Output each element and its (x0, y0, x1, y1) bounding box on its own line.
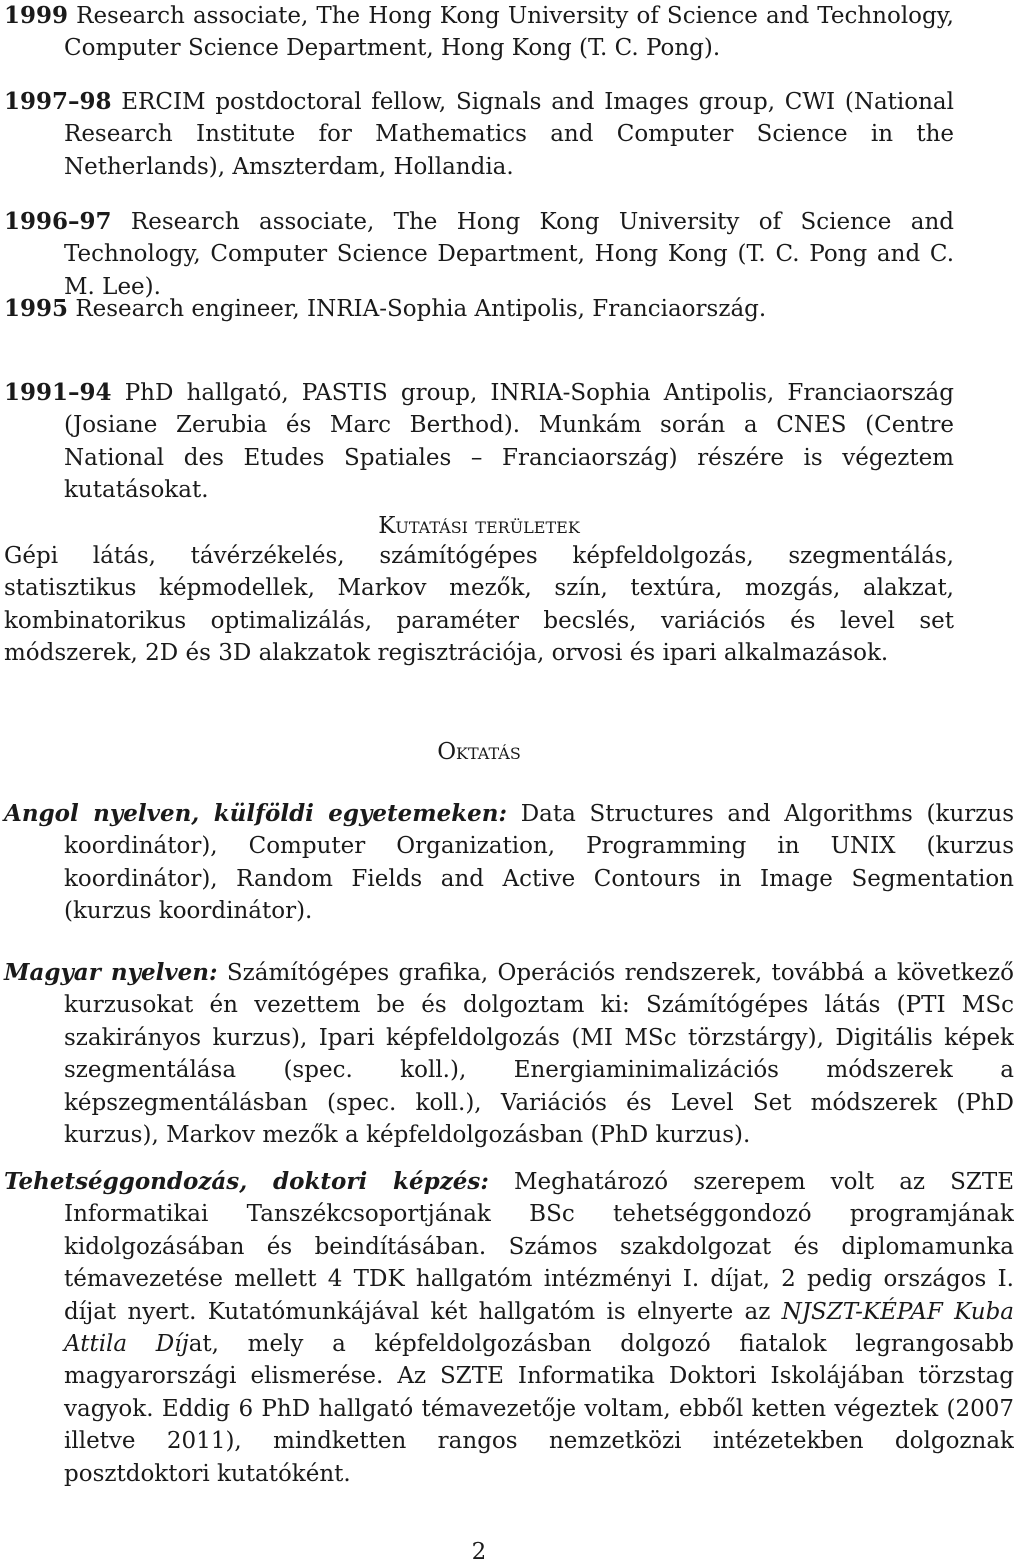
entry-year: 1996–97 (4, 208, 112, 235)
teaching-english-text: Data Structures and Algorithms (kurzus koordinátor), Computer Organization, Programming in UNIX (kurzus koordinátor), Random Fields and Active Contours in Image Segmentation (kurzus koordinátor). (64, 801, 1014, 925)
cv-entry (4, 293, 766, 325)
teaching-talent-text-2: at, mely a képfeldolgozásban dolgozó fiatalok legrangosabb magyarországi elismerése. Az SZTE Informatika Doktori Iskolájában törzstag vagyok. Eddig 6 PhD hallgató témavezetője voltam, ebből ketten végeztek (2007 illetve 2011), mindketten rangos nemzetközi intézetekben dolgoznak posztdoktori kutatóként. (64, 1331, 1014, 1487)
entry-text: Research associate, The Hong Kong University of Science and Technology, Computer Science Department, Hong Kong (T. C. Pong and C. M. Lee). (64, 209, 954, 300)
award-name: NJSZT-KÉPAF Kuba Attila Díj (64, 1298, 1014, 1358)
research-paragraph: Gépi látás, távérzékelés, számítógépes képfeldolgozás, szegmentálás, statisztikus képmodellek, Markov mezők, szín, textúra, mozgás, alakzat, kombinatorikus optimalizálás, paraméter becslés, variációs és level set módszerek, 2D és 3D alakzatok regisztrációja, orvosi és ipari alkalmazások. (4, 543, 954, 667)
cv-entry (4, 86, 954, 183)
teaching-english (4, 798, 1014, 928)
teaching-talent-label: Tehetséggondozás, doktori képzés: (4, 1168, 489, 1195)
teaching-hungarian-label: Magyar nyelven: (4, 959, 218, 986)
entry-year: 1991–94 (4, 379, 112, 406)
cv-entry (4, 206, 954, 303)
teaching-hungarian-text: Számítógépes grafika, Operációs rendszerek, továbbá a következő kurzusokat én vezettem be és dolgoztam ki: Számítógépes látás (PTI MSc szakirányos kurzus), Ipari képfeldolgozás (MI MSc törzstárgy), Digitális képek szegmentálása (spec. koll.), Energiaminimalizációs módszerek a képszegmentálásban (spec. koll.), Variációs és Level Set módszerek (PhD kurzus), Markov mezők a képfeldolgozásban (PhD kurzus). (64, 960, 1014, 1149)
entry-text: ERCIM postdoctoral fellow, Signals and Images group, CWI (National Research Institute for Mathematics and Computer Science in the Netherlands), Amszterdam, Hollandia. (64, 89, 955, 180)
teaching-english-label: Angol nyelven, külföldi egyetemeken: (4, 800, 507, 827)
teaching-talent (4, 1166, 1014, 1490)
entry-text: Research engineer, INRIA-Sophia Antipolis, Franciaország. (75, 296, 767, 322)
teaching-talent-text-1: Meghatározó szerepem volt az SZTE Informatikai Tanszékcsoportjának BSc tehetséggondozó programjának kidolgozásában és beindításában. Számos szakdolgozat és diplomamunka témavezetése mellett 4 TDK hallgatóm intézményi I. díjat, 2 pedig országos I. díjat nyert. Kutatómunkájával két hallgatóm is elnyerte az (64, 1169, 1014, 1325)
page-number: 2 (471, 1539, 487, 1565)
entry-year: 1997–98 (4, 88, 112, 115)
entry-text: PhD hallgató, PASTIS group, INRIA-Sophia Antipolis, Franciaország (Josiane Zerubia és Marc Berthod). Munkám során a CNES (Centre National des Etudes Spatiales – Franciaország) részére is végeztem kutatásokat. (64, 380, 954, 504)
section-title-research: Kutatási területek (378, 513, 580, 539)
section-title-teaching: Oktatás (437, 739, 521, 765)
teaching-hungarian (4, 957, 1014, 1151)
entry-year: 1999 (4, 2, 69, 29)
entry-text: Research associate, The Hong Kong University of Science and Technology, Computer Science Department, Hong Kong (T. C. Pong). (64, 3, 954, 62)
cv-entry (4, 0, 954, 65)
cv-entry (4, 377, 954, 507)
entry-year: 1995 (4, 295, 69, 322)
